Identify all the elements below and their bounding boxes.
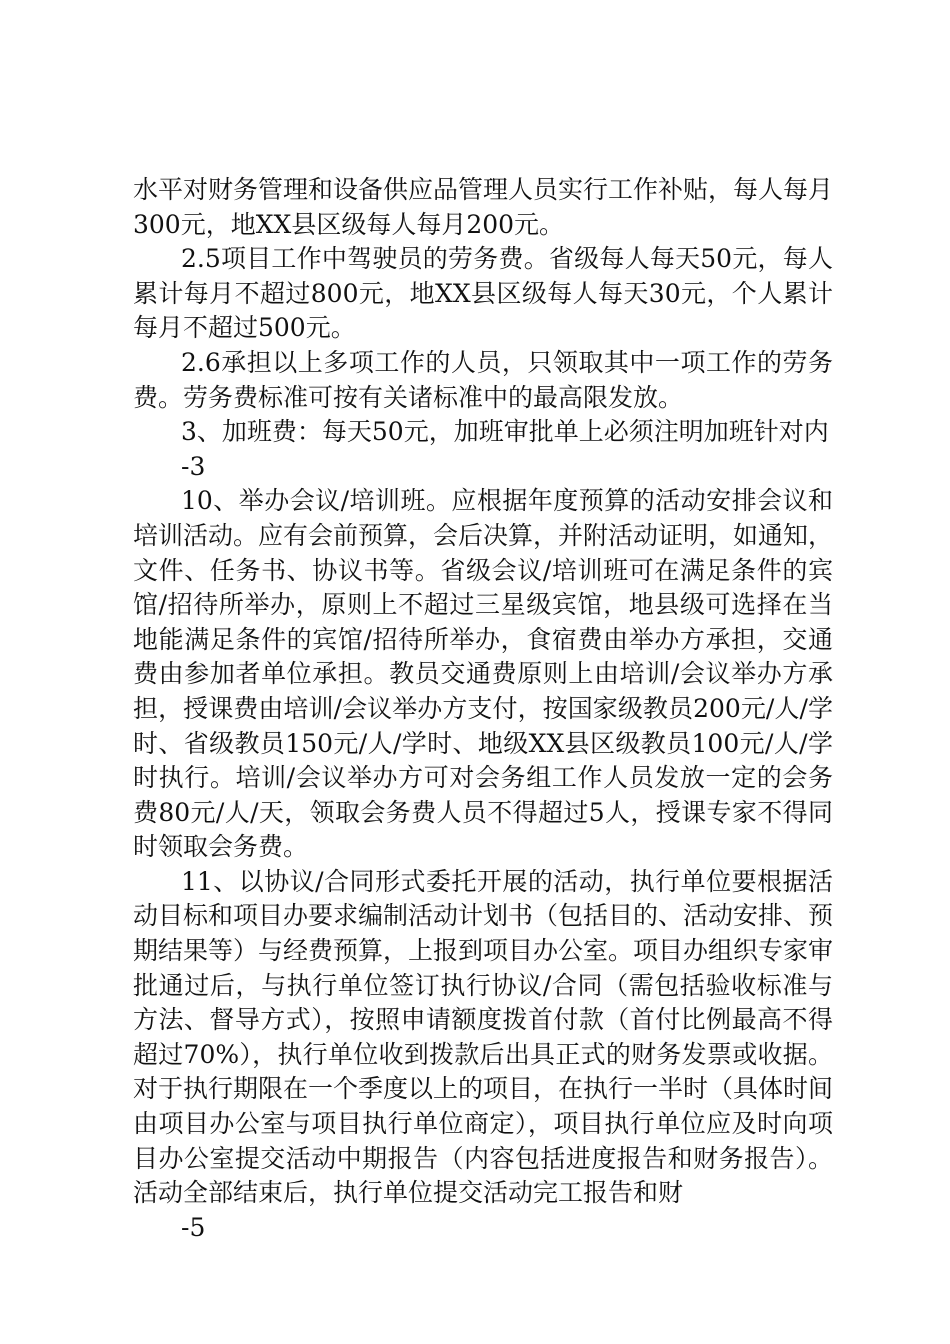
paragraph-11-contract-activities: 11、以协议/合同形式委托开展的活动，执行单位要根据活动目标和项目办要求编制活动计划书（包括目的、活动安排、预期结果等）与经费预算，上报到项目办公室。项目办组织专家审批通过后，与执行单位签订执行协议/合同（需包括验收标准与方法、督导方式），按照申请额度拨首付款（首付比例最高不得超过70%），执行单位收到拨款后出具正式的财务发票或收据。对于执行期限在一个季度以上的项目，在执行一半时（具体时间由项目办公室与项目执行单位商定），项目执行单位应及时向项目办公室提交活动中期报告（内容包括进度报告和财务报告）。活动全部结束后，执行单位提交活动完工报告和财 <box>133 866 834 1208</box>
document-page <box>133 173 833 1245</box>
page-number-3: -3 <box>181 451 206 481</box>
page-number-5: -5 <box>181 1212 206 1242</box>
paragraph-2-6-multiple-roles: 2.6承担以上多项工作的人员，只领取其中一项工作的劳务费。劳务费标准可按有关诸标准中的最高限发放。 <box>133 347 833 412</box>
paragraph-continued: 水平对财务管理和设备供应品管理人员实行工作补贴，每人每月300元，地XX县区级每人每月200元。 <box>133 175 834 239</box>
paragraph-10-meetings-training: 10、举办会议/培训班。应根据年度预算的活动安排会议和培训活动。应有会前预算，会后决算，并附活动证明，如通知，文件、任务书、协议书等。省级会议/培训班可在满足条件的宾馆/招待所举办，原则上不超过三星级宾馆，地县级可选择在当地能满足条件的宾馆/招待所举办，食宿费由举办方承担，交通费由参加者单位承担。教员交通费原则上由培训/会议举办方承担，授课费由培训/会议举办方支付，按国家级教员200元/人/学时、省级教员150元/人/学时、地级XX县区级教员100元/人/学时执行。培训/会议举办方可对会务组工作人员发放一定的会务费80元/人/天，领取会务费人员不得超过5人，授课专家不得同时领取会务费。 <box>133 486 834 862</box>
paragraph-2-5-driver-fee: 2.5项目工作中驾驶员的劳务费。省级每人每天50元，每人累计每月不超过800元，地XX县区级每人每天30元，个人累计每月不超过500元。 <box>133 244 833 343</box>
paragraph-3-overtime-fee: 3、加班费：每天50元，加班审批单上必须注明加班针对内 <box>181 417 829 447</box>
